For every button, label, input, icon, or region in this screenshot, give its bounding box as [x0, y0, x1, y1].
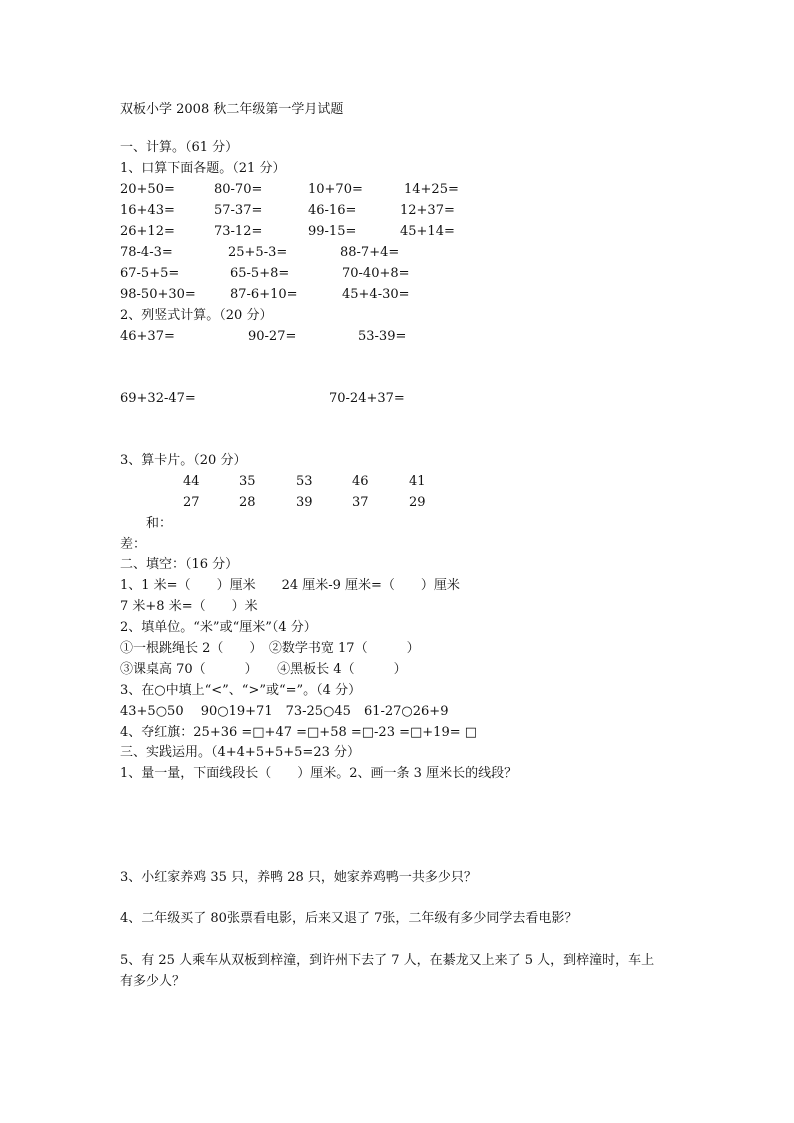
arith-item: 73-12=: [214, 224, 263, 239]
question-2-heading: 2、列竖式计算。（20 分）: [120, 308, 273, 323]
arith-item: 20+50=: [120, 182, 175, 197]
arith-item: 10+70=: [308, 182, 363, 197]
card-number: 41: [409, 474, 426, 489]
arith-row: [120, 182, 459, 198]
card-number: 44: [183, 474, 200, 489]
arith-item: 45+4-30=: [342, 287, 410, 302]
vertical-calc-row: [120, 329, 406, 345]
arith-item: 65-5+8=: [230, 266, 290, 281]
card-number: 46: [352, 474, 369, 489]
question-1-heading: 1、口算下面各题。（21 分）: [120, 161, 286, 176]
card-number: 35: [239, 474, 256, 489]
question-3-heading: 3、算卡片。（20 分）: [120, 453, 247, 468]
fill-blank-line: 4、夺红旗：25+36 =□+47 =□+58 =□-23 =□+19= □: [120, 725, 478, 740]
arith-item: 88-7+4=: [340, 245, 400, 260]
practice-question-1: 1、量一量，下面线段长（ ）厘米。2、画一条 3 厘米长的线段？: [120, 766, 518, 781]
arith-item: 80-70=: [214, 182, 263, 197]
section-1-heading: 一、计算。（61 分）: [120, 140, 239, 155]
arith-row: [120, 266, 410, 282]
arith-item: 99-15=: [308, 224, 357, 239]
vertical-calc-item: 46+37=: [120, 329, 175, 344]
arith-item: 57-37=: [214, 203, 263, 218]
vertical-calc-item: 53-39=: [358, 329, 407, 344]
arith-item: 12+37=: [400, 203, 455, 218]
fill-blank-line: 1、1 米=（ ）厘米 24 厘米-9 厘米=（ ）厘米: [120, 578, 460, 593]
fill-blank-line: 43+5○50 90○19+71 73-25○45 61-27○26+9: [120, 704, 449, 719]
arith-item: 26+12=: [120, 224, 175, 239]
vertical-calc-item: 69+32-47=: [120, 391, 196, 406]
practice-question-3: 3、小红家养鸡 35 只，养鸭 28 只，她家养鸡鸭一共多少只？: [120, 870, 477, 885]
practice-question-5: 5、有 25 人乘车从双板到梓潼，到许州下去了 7 人，在綦龙又上来了 5 人，到梓潼时，车上: [120, 953, 655, 968]
arith-row: [120, 287, 410, 303]
vertical-calc-row: [120, 391, 405, 407]
card-number: 29: [409, 495, 426, 510]
arith-item: 45+14=: [400, 224, 455, 239]
card-numbers-top: [183, 474, 426, 490]
card-number: 28: [239, 495, 256, 510]
section-3-heading: 三、实践运用。（4+4+5+5+5=23 分）: [120, 745, 360, 760]
arith-row: [120, 245, 399, 261]
diff-label: 差：: [120, 537, 147, 552]
vertical-calc-item: 90-27=: [248, 329, 297, 344]
arith-item: 87-6+10=: [230, 287, 298, 302]
practice-question-4: 4、二年级买了 80张票看电影，后来又退了 7张，二年级有多少同学去看电影？: [120, 911, 578, 926]
section-2-heading: 二、填空：（16 分）: [120, 557, 239, 572]
fill-blank-line: 7 米+8 米=（ ）米: [120, 599, 258, 614]
fill-blank-line: ①一根跳绳长 2（ ） ②数学书宽 17（ ）: [120, 641, 420, 656]
fill-blank-line: 3、在○中填上“<”、“>”或“=”。（4 分）: [120, 683, 362, 698]
card-numbers-bottom: [183, 495, 426, 511]
sum-label: 和：: [146, 516, 173, 531]
card-number: 37: [352, 495, 369, 510]
arith-row: [120, 224, 455, 240]
arith-item: 78-4-3=: [120, 245, 173, 260]
vertical-calc-item: 70-24+37=: [329, 391, 405, 406]
page-title: 双板小学 2008 秋二年级第一学月试题: [120, 102, 344, 117]
arith-item: 98-50+30=: [120, 287, 196, 302]
card-number: 27: [183, 495, 200, 510]
arith-item: 16+43=: [120, 203, 175, 218]
arith-item: 70-40+8=: [342, 266, 410, 281]
practice-question-5-cont: 有多少人？: [120, 974, 186, 989]
arith-item: 67-5+5=: [120, 266, 180, 281]
card-number: 39: [296, 495, 313, 510]
fill-blank-line: 2、填单位。“米”或“厘米”（4 分）: [120, 620, 317, 635]
arith-row: [120, 203, 455, 219]
arith-item: 46-16=: [308, 203, 357, 218]
fill-blank-line: ③课桌高 70（ ） ④黑板长 4（ ）: [120, 662, 407, 677]
arith-item: 14+25=: [404, 182, 459, 197]
arith-item: 25+5-3=: [228, 245, 288, 260]
card-number: 53: [296, 474, 313, 489]
